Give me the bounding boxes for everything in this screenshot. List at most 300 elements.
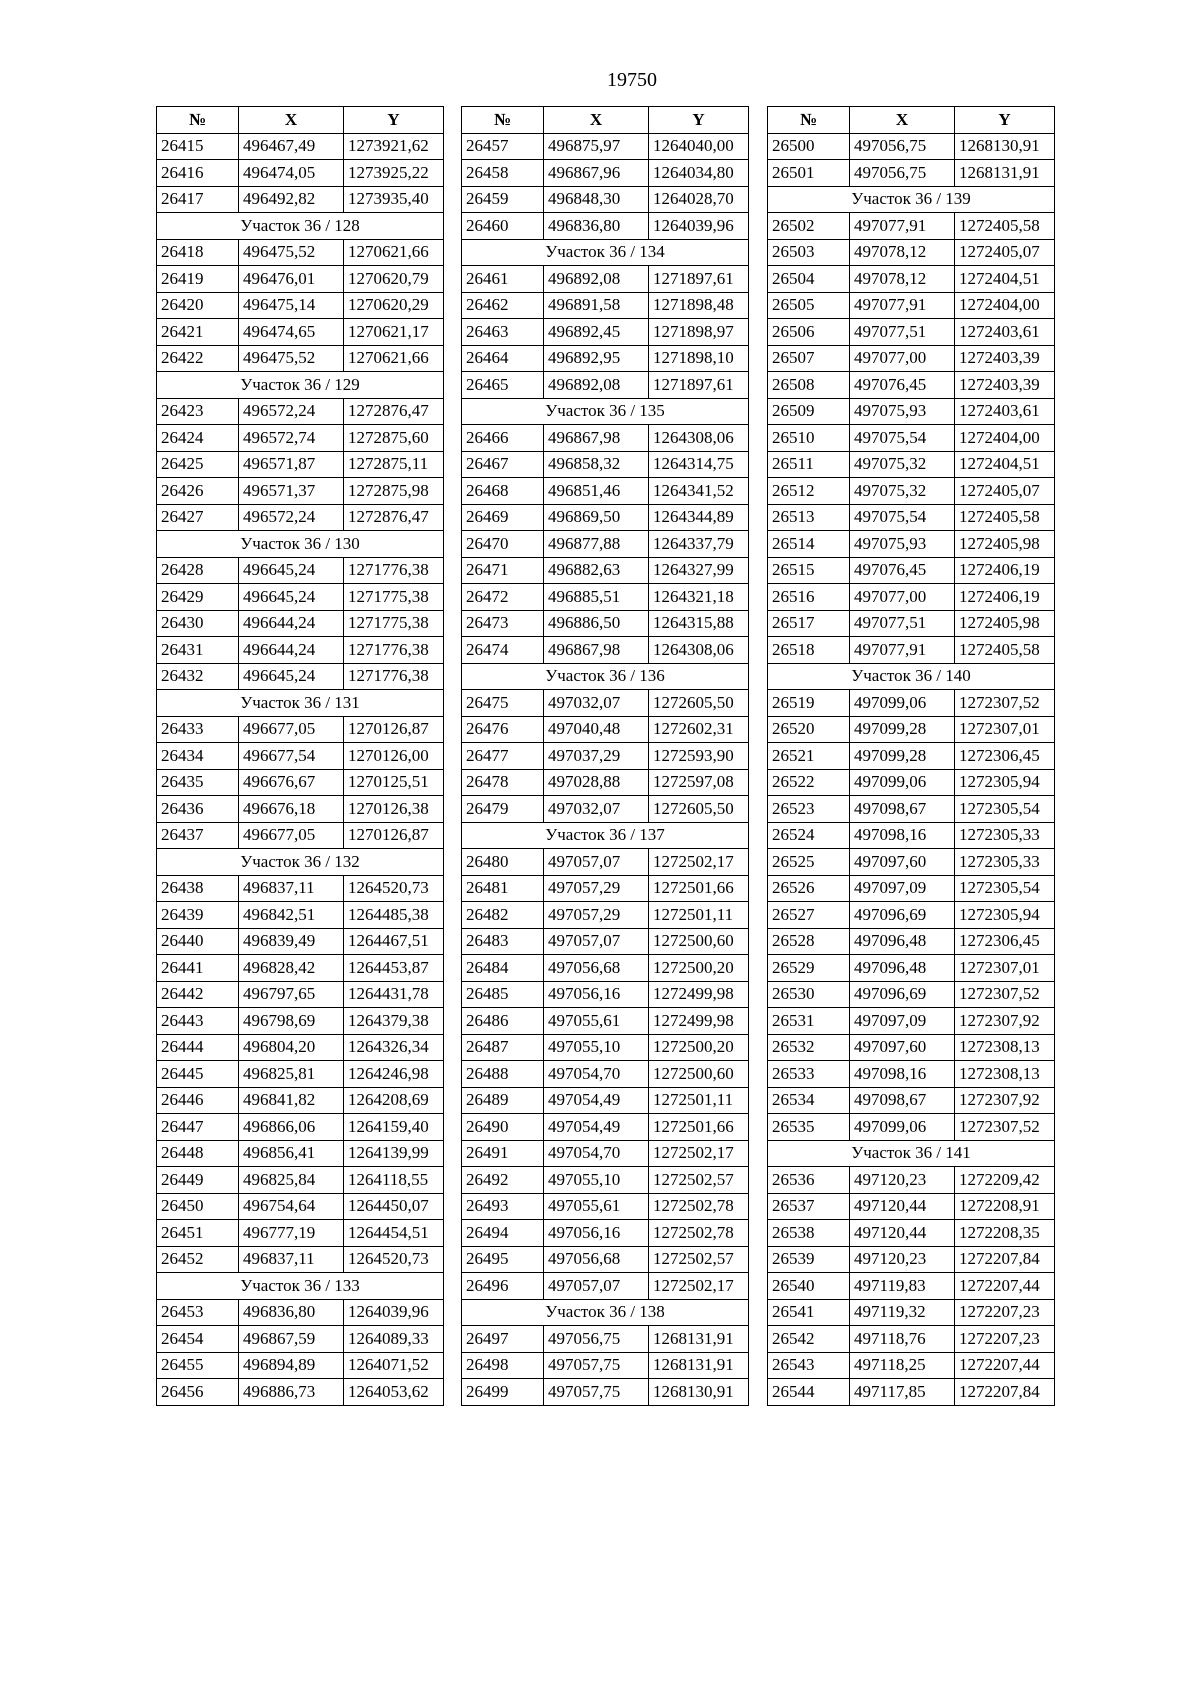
y-coordinate-cell: 1272305,54: [955, 796, 1055, 823]
section-label: Участок 36 / 131: [157, 690, 444, 717]
y-coordinate-cell: 1268131,91: [649, 1352, 749, 1379]
y-coordinate-cell: 1272403,39: [955, 345, 1055, 372]
y-coordinate-cell: 1272305,94: [955, 769, 1055, 796]
x-coordinate-cell: 497037,29: [544, 743, 649, 770]
y-coordinate-cell: 1264308,06: [649, 637, 749, 664]
x-coordinate-cell: 496572,24: [239, 398, 344, 425]
y-coordinate-cell: 1264454,51: [344, 1220, 444, 1247]
x-coordinate-cell: 496886,73: [239, 1379, 344, 1406]
point-number-cell: 26475: [462, 690, 544, 717]
x-coordinate-cell: 497117,85: [850, 1379, 955, 1406]
section-label: Участок 36 / 138: [462, 1299, 749, 1326]
y-coordinate-cell: 1272500,60: [649, 928, 749, 955]
x-coordinate-cell: 497099,06: [850, 690, 955, 717]
point-number-cell: 26478: [462, 769, 544, 796]
point-number-cell: 26425: [157, 451, 239, 478]
point-number-cell: 26496: [462, 1273, 544, 1300]
y-coordinate-cell: 1268131,91: [955, 160, 1055, 187]
point-number-cell: 26511: [768, 451, 850, 478]
table-row: [157, 1299, 444, 1326]
y-coordinate-cell: 1271775,38: [344, 610, 444, 637]
y-coordinate-cell: 1272405,98: [955, 610, 1055, 637]
table-row: [768, 133, 1055, 160]
y-coordinate-cell: 1270125,51: [344, 769, 444, 796]
x-coordinate-cell: 496858,32: [544, 451, 649, 478]
y-coordinate-cell: 1272602,31: [649, 716, 749, 743]
y-coordinate-cell: 1270126,87: [344, 822, 444, 849]
point-number-cell: 26503: [768, 239, 850, 266]
x-coordinate-cell: 497056,68: [544, 955, 649, 982]
x-coordinate-cell: 496892,45: [544, 319, 649, 346]
x-coordinate-cell: 497028,88: [544, 769, 649, 796]
x-coordinate-cell: 497075,93: [850, 531, 955, 558]
y-coordinate-cell: 1270620,29: [344, 292, 444, 319]
x-coordinate-cell: 496474,65: [239, 319, 344, 346]
x-coordinate-cell: 496475,52: [239, 239, 344, 266]
point-number-cell: 26522: [768, 769, 850, 796]
section-label: Участок 36 / 141: [768, 1140, 1055, 1167]
x-coordinate-cell: 497075,54: [850, 504, 955, 531]
point-number-cell: 26480: [462, 849, 544, 876]
section-label: Участок 36 / 136: [462, 663, 749, 690]
x-coordinate-cell: 497096,69: [850, 902, 955, 929]
point-number-cell: 26435: [157, 769, 239, 796]
x-coordinate-cell: 496848,30: [544, 186, 649, 213]
table-row: [462, 1273, 749, 1300]
y-coordinate-cell: 1273935,40: [344, 186, 444, 213]
y-coordinate-cell: 1264327,99: [649, 557, 749, 584]
table-row: [768, 955, 1055, 982]
x-coordinate-cell: 497077,91: [850, 213, 955, 240]
x-coordinate-cell: 496885,51: [544, 584, 649, 611]
y-coordinate-cell: 1272875,60: [344, 425, 444, 452]
x-coordinate-cell: 496645,24: [239, 557, 344, 584]
point-number-cell: 26454: [157, 1326, 239, 1353]
section-label: Участок 36 / 133: [157, 1273, 444, 1300]
point-number-cell: 26512: [768, 478, 850, 505]
table-row: [462, 1167, 749, 1194]
section-label: Участок 36 / 132: [157, 849, 444, 876]
y-coordinate-cell: 1264431,78: [344, 981, 444, 1008]
point-number-cell: 26453: [157, 1299, 239, 1326]
table-row: [462, 425, 749, 452]
x-coordinate-cell: 497098,16: [850, 822, 955, 849]
x-coordinate-cell: 497056,16: [544, 981, 649, 1008]
x-coordinate-cell: 496886,50: [544, 610, 649, 637]
y-coordinate-cell: 1264337,79: [649, 531, 749, 558]
table-row: [768, 451, 1055, 478]
x-coordinate-cell: 496677,05: [239, 716, 344, 743]
table-row: [157, 1034, 444, 1061]
point-number-cell: 26506: [768, 319, 850, 346]
point-number-cell: 26433: [157, 716, 239, 743]
table-row: [157, 425, 444, 452]
table-row: [157, 716, 444, 743]
table-row: [768, 266, 1055, 293]
point-number-cell: 26436: [157, 796, 239, 823]
x-coordinate-cell: 497099,06: [850, 769, 955, 796]
table-row: [768, 928, 1055, 955]
point-number-cell: 26442: [157, 981, 239, 1008]
x-coordinate-cell: 496825,84: [239, 1167, 344, 1194]
point-number-cell: 26527: [768, 902, 850, 929]
x-coordinate-cell: 496882,63: [544, 557, 649, 584]
point-number-cell: 26438: [157, 875, 239, 902]
point-number-cell: 26466: [462, 425, 544, 452]
y-coordinate-cell: 1264450,07: [344, 1193, 444, 1220]
table-row: [462, 1114, 749, 1141]
y-coordinate-cell: 1272307,52: [955, 690, 1055, 717]
table-row: [157, 1352, 444, 1379]
x-coordinate-cell: 496892,08: [544, 266, 649, 293]
x-coordinate-cell: 497098,67: [850, 796, 955, 823]
x-coordinate-cell: 497077,51: [850, 319, 955, 346]
x-coordinate-cell: 497075,54: [850, 425, 955, 452]
y-coordinate-cell: 1273921,62: [344, 133, 444, 160]
point-number-cell: 26542: [768, 1326, 850, 1353]
table-row: [768, 1273, 1055, 1300]
y-coordinate-cell: 1270621,66: [344, 345, 444, 372]
y-coordinate-cell: 1264467,51: [344, 928, 444, 955]
table-row: [768, 743, 1055, 770]
x-coordinate-cell: 497077,51: [850, 610, 955, 637]
table-row: [768, 849, 1055, 876]
y-coordinate-cell: 1272403,61: [955, 319, 1055, 346]
x-coordinate-cell: 496676,18: [239, 796, 344, 823]
point-number-cell: 26497: [462, 1326, 544, 1353]
section-row: [462, 398, 749, 425]
y-coordinate-cell: 1271776,38: [344, 663, 444, 690]
point-number-cell: 26490: [462, 1114, 544, 1141]
point-number-cell: 26507: [768, 345, 850, 372]
y-coordinate-cell: 1272307,52: [955, 981, 1055, 1008]
point-number-cell: 26418: [157, 239, 239, 266]
x-coordinate-cell: 497119,83: [850, 1273, 955, 1300]
y-coordinate-cell: 1272404,51: [955, 451, 1055, 478]
y-coordinate-cell: 1264485,38: [344, 902, 444, 929]
section-label: Участок 36 / 128: [157, 213, 444, 240]
x-coordinate-cell: 497097,09: [850, 1008, 955, 1035]
point-number-cell: 26491: [462, 1140, 544, 1167]
table-row: [768, 160, 1055, 187]
table-row: [157, 1220, 444, 1247]
table-row: [462, 584, 749, 611]
y-coordinate-cell: 1264159,40: [344, 1114, 444, 1141]
section-row: [462, 239, 749, 266]
point-number-cell: 26530: [768, 981, 850, 1008]
x-coordinate-cell: 497075,32: [850, 451, 955, 478]
table-row: [157, 610, 444, 637]
point-number-cell: 26487: [462, 1034, 544, 1061]
table-row: [462, 1379, 749, 1406]
x-coordinate-cell: 496841,82: [239, 1087, 344, 1114]
table-row: [462, 610, 749, 637]
table-row: [157, 955, 444, 982]
y-coordinate-cell: 1268130,91: [649, 1379, 749, 1406]
header-number: №: [462, 107, 544, 134]
table-row: [768, 557, 1055, 584]
y-coordinate-cell: 1272499,98: [649, 1008, 749, 1035]
page-number: 19750: [607, 69, 657, 91]
y-coordinate-cell: 1272404,00: [955, 292, 1055, 319]
point-number-cell: 26528: [768, 928, 850, 955]
point-number-cell: 26486: [462, 1008, 544, 1035]
y-coordinate-cell: 1272305,33: [955, 849, 1055, 876]
point-number-cell: 26422: [157, 345, 239, 372]
x-coordinate-cell: 497075,32: [850, 478, 955, 505]
y-coordinate-cell: 1264034,80: [649, 160, 749, 187]
x-coordinate-cell: 496645,24: [239, 663, 344, 690]
y-coordinate-cell: 1272207,44: [955, 1273, 1055, 1300]
point-number-cell: 26463: [462, 319, 544, 346]
x-coordinate-cell: 496867,96: [544, 160, 649, 187]
y-coordinate-cell: 1272406,19: [955, 557, 1055, 584]
x-coordinate-cell: 496804,20: [239, 1034, 344, 1061]
point-number-cell: 26514: [768, 531, 850, 558]
point-number-cell: 26460: [462, 213, 544, 240]
x-coordinate-cell: 497097,60: [850, 849, 955, 876]
point-number-cell: 26537: [768, 1193, 850, 1220]
y-coordinate-cell: 1272405,58: [955, 637, 1055, 664]
table-row: [768, 425, 1055, 452]
point-number-cell: 26472: [462, 584, 544, 611]
point-number-cell: 26471: [462, 557, 544, 584]
section-label: Участок 36 / 135: [462, 398, 749, 425]
y-coordinate-cell: 1272500,20: [649, 1034, 749, 1061]
table-row: [157, 186, 444, 213]
y-coordinate-cell: 1264315,88: [649, 610, 749, 637]
table-row: [768, 981, 1055, 1008]
table-row: [768, 769, 1055, 796]
section-row: [768, 1140, 1055, 1167]
y-coordinate-cell: 1272502,17: [649, 1140, 749, 1167]
x-coordinate-cell: 497098,16: [850, 1061, 955, 1088]
table-row: [768, 398, 1055, 425]
x-coordinate-cell: 496644,24: [239, 637, 344, 664]
table-row: [157, 1114, 444, 1141]
point-number-cell: 26539: [768, 1246, 850, 1273]
table-row: [157, 1087, 444, 1114]
x-coordinate-cell: 497099,28: [850, 716, 955, 743]
x-coordinate-cell: 496644,24: [239, 610, 344, 637]
y-coordinate-cell: 1264520,73: [344, 1246, 444, 1273]
point-number-cell: 26457: [462, 133, 544, 160]
point-number-cell: 26494: [462, 1220, 544, 1247]
point-number-cell: 26508: [768, 372, 850, 399]
table-row: [462, 1034, 749, 1061]
y-coordinate-cell: 1270621,17: [344, 319, 444, 346]
x-coordinate-cell: 496777,19: [239, 1220, 344, 1247]
y-coordinate-cell: 1272597,08: [649, 769, 749, 796]
header-number: №: [157, 107, 239, 134]
table-row: [157, 478, 444, 505]
point-number-cell: 26447: [157, 1114, 239, 1141]
table-row: [157, 928, 444, 955]
y-coordinate-cell: 1272207,44: [955, 1352, 1055, 1379]
x-coordinate-cell: 496754,64: [239, 1193, 344, 1220]
y-coordinate-cell: 1271898,48: [649, 292, 749, 319]
table-row: [768, 1379, 1055, 1406]
table-row: [462, 504, 749, 531]
point-number-cell: 26427: [157, 504, 239, 531]
table-row: [768, 690, 1055, 717]
x-coordinate-cell: 496492,82: [239, 186, 344, 213]
table-row: [768, 478, 1055, 505]
y-coordinate-cell: 1270620,79: [344, 266, 444, 293]
y-coordinate-cell: 1272403,39: [955, 372, 1055, 399]
table-row: [462, 716, 749, 743]
table-row: [768, 902, 1055, 929]
y-coordinate-cell: 1270126,38: [344, 796, 444, 823]
x-coordinate-cell: 496836,80: [239, 1299, 344, 1326]
x-coordinate-cell: 497118,76: [850, 1326, 955, 1353]
point-number-cell: 26534: [768, 1087, 850, 1114]
x-coordinate-cell: 496866,06: [239, 1114, 344, 1141]
table-row: [462, 133, 749, 160]
y-coordinate-cell: 1272502,78: [649, 1193, 749, 1220]
table-row: [768, 292, 1055, 319]
table-row: [462, 531, 749, 558]
x-coordinate-cell: 497077,00: [850, 584, 955, 611]
point-number-cell: 26536: [768, 1167, 850, 1194]
table-row: [157, 398, 444, 425]
y-coordinate-cell: 1272501,11: [649, 1087, 749, 1114]
table-row: [462, 345, 749, 372]
point-number-cell: 26469: [462, 504, 544, 531]
x-coordinate-cell: 496875,97: [544, 133, 649, 160]
section-label: Участок 36 / 129: [157, 372, 444, 399]
x-coordinate-cell: 497077,00: [850, 345, 955, 372]
y-coordinate-cell: 1272404,51: [955, 266, 1055, 293]
table-row: [462, 1193, 749, 1220]
x-coordinate-cell: 497054,49: [544, 1087, 649, 1114]
x-coordinate-cell: 497057,07: [544, 1273, 649, 1300]
table-row: [768, 875, 1055, 902]
point-number-cell: 26502: [768, 213, 850, 240]
x-coordinate-cell: 497057,75: [544, 1379, 649, 1406]
x-coordinate-cell: 496797,65: [239, 981, 344, 1008]
y-coordinate-cell: 1272405,58: [955, 504, 1055, 531]
point-number-cell: 26520: [768, 716, 850, 743]
y-coordinate-cell: 1272307,52: [955, 1114, 1055, 1141]
x-coordinate-cell: 497040,48: [544, 716, 649, 743]
point-number-cell: 26515: [768, 557, 850, 584]
y-coordinate-cell: 1264028,70: [649, 186, 749, 213]
point-number-cell: 26441: [157, 955, 239, 982]
table-row: [462, 743, 749, 770]
table-row: [157, 584, 444, 611]
x-coordinate-cell: 497096,69: [850, 981, 955, 1008]
y-coordinate-cell: 1272499,98: [649, 981, 749, 1008]
y-coordinate-cell: 1264453,87: [344, 955, 444, 982]
x-coordinate-cell: 496467,49: [239, 133, 344, 160]
y-coordinate-cell: 1264039,96: [649, 213, 749, 240]
x-coordinate-cell: 496572,24: [239, 504, 344, 531]
table-header-row: [157, 107, 444, 134]
point-number-cell: 26519: [768, 690, 850, 717]
table-row: [768, 1193, 1055, 1220]
table-row: [768, 822, 1055, 849]
y-coordinate-cell: 1264039,96: [344, 1299, 444, 1326]
y-coordinate-cell: 1272876,47: [344, 398, 444, 425]
section-row: [462, 663, 749, 690]
x-coordinate-cell: 496475,14: [239, 292, 344, 319]
table-row: [462, 902, 749, 929]
point-number-cell: 26529: [768, 955, 850, 982]
point-number-cell: 26437: [157, 822, 239, 849]
section-row: [157, 213, 444, 240]
y-coordinate-cell: 1272403,61: [955, 398, 1055, 425]
y-coordinate-cell: 1272305,54: [955, 875, 1055, 902]
header-y: Y: [955, 107, 1055, 134]
table-row: [157, 133, 444, 160]
y-coordinate-cell: 1272593,90: [649, 743, 749, 770]
x-coordinate-cell: 496891,58: [544, 292, 649, 319]
y-coordinate-cell: 1272209,42: [955, 1167, 1055, 1194]
x-coordinate-cell: 497055,61: [544, 1008, 649, 1035]
y-coordinate-cell: 1272306,45: [955, 928, 1055, 955]
point-number-cell: 26440: [157, 928, 239, 955]
table-row: [462, 160, 749, 187]
table-row: [462, 1140, 749, 1167]
coordinates-table-3: [767, 106, 1055, 1406]
x-coordinate-cell: 497057,07: [544, 928, 649, 955]
y-coordinate-cell: 1272208,91: [955, 1193, 1055, 1220]
y-coordinate-cell: 1271775,38: [344, 584, 444, 611]
y-coordinate-cell: 1273925,22: [344, 160, 444, 187]
table-row: [157, 292, 444, 319]
point-number-cell: 26485: [462, 981, 544, 1008]
table-row: [768, 1326, 1055, 1353]
section-label: Участок 36 / 130: [157, 531, 444, 558]
section-row: [157, 1273, 444, 1300]
point-number-cell: 26467: [462, 451, 544, 478]
y-coordinate-cell: 1271897,61: [649, 372, 749, 399]
table-row: [768, 1087, 1055, 1114]
y-coordinate-cell: 1272501,11: [649, 902, 749, 929]
y-coordinate-cell: 1272502,78: [649, 1220, 749, 1247]
y-coordinate-cell: 1270126,87: [344, 716, 444, 743]
y-coordinate-cell: 1271776,38: [344, 637, 444, 664]
y-coordinate-cell: 1272501,66: [649, 1114, 749, 1141]
point-number-cell: 26468: [462, 478, 544, 505]
table-row: [768, 213, 1055, 240]
x-coordinate-cell: 497099,06: [850, 1114, 955, 1141]
x-coordinate-cell: 496867,59: [239, 1326, 344, 1353]
table-row: [157, 1326, 444, 1353]
table-row: [768, 1167, 1055, 1194]
section-row: [157, 372, 444, 399]
x-coordinate-cell: 496474,05: [239, 160, 344, 187]
x-coordinate-cell: 497096,48: [850, 955, 955, 982]
section-row: [157, 690, 444, 717]
point-number-cell: 26518: [768, 637, 850, 664]
y-coordinate-cell: 1272307,01: [955, 716, 1055, 743]
x-coordinate-cell: 496571,37: [239, 478, 344, 505]
y-coordinate-cell: 1272307,92: [955, 1087, 1055, 1114]
point-number-cell: 26541: [768, 1299, 850, 1326]
table-row: [768, 637, 1055, 664]
table-row: [157, 1061, 444, 1088]
x-coordinate-cell: 496825,81: [239, 1061, 344, 1088]
point-number-cell: 26489: [462, 1087, 544, 1114]
point-number-cell: 26432: [157, 663, 239, 690]
table-row: [768, 716, 1055, 743]
y-coordinate-cell: 1272308,13: [955, 1061, 1055, 1088]
point-number-cell: 26500: [768, 133, 850, 160]
x-coordinate-cell: 496571,87: [239, 451, 344, 478]
x-coordinate-cell: 497078,12: [850, 239, 955, 266]
